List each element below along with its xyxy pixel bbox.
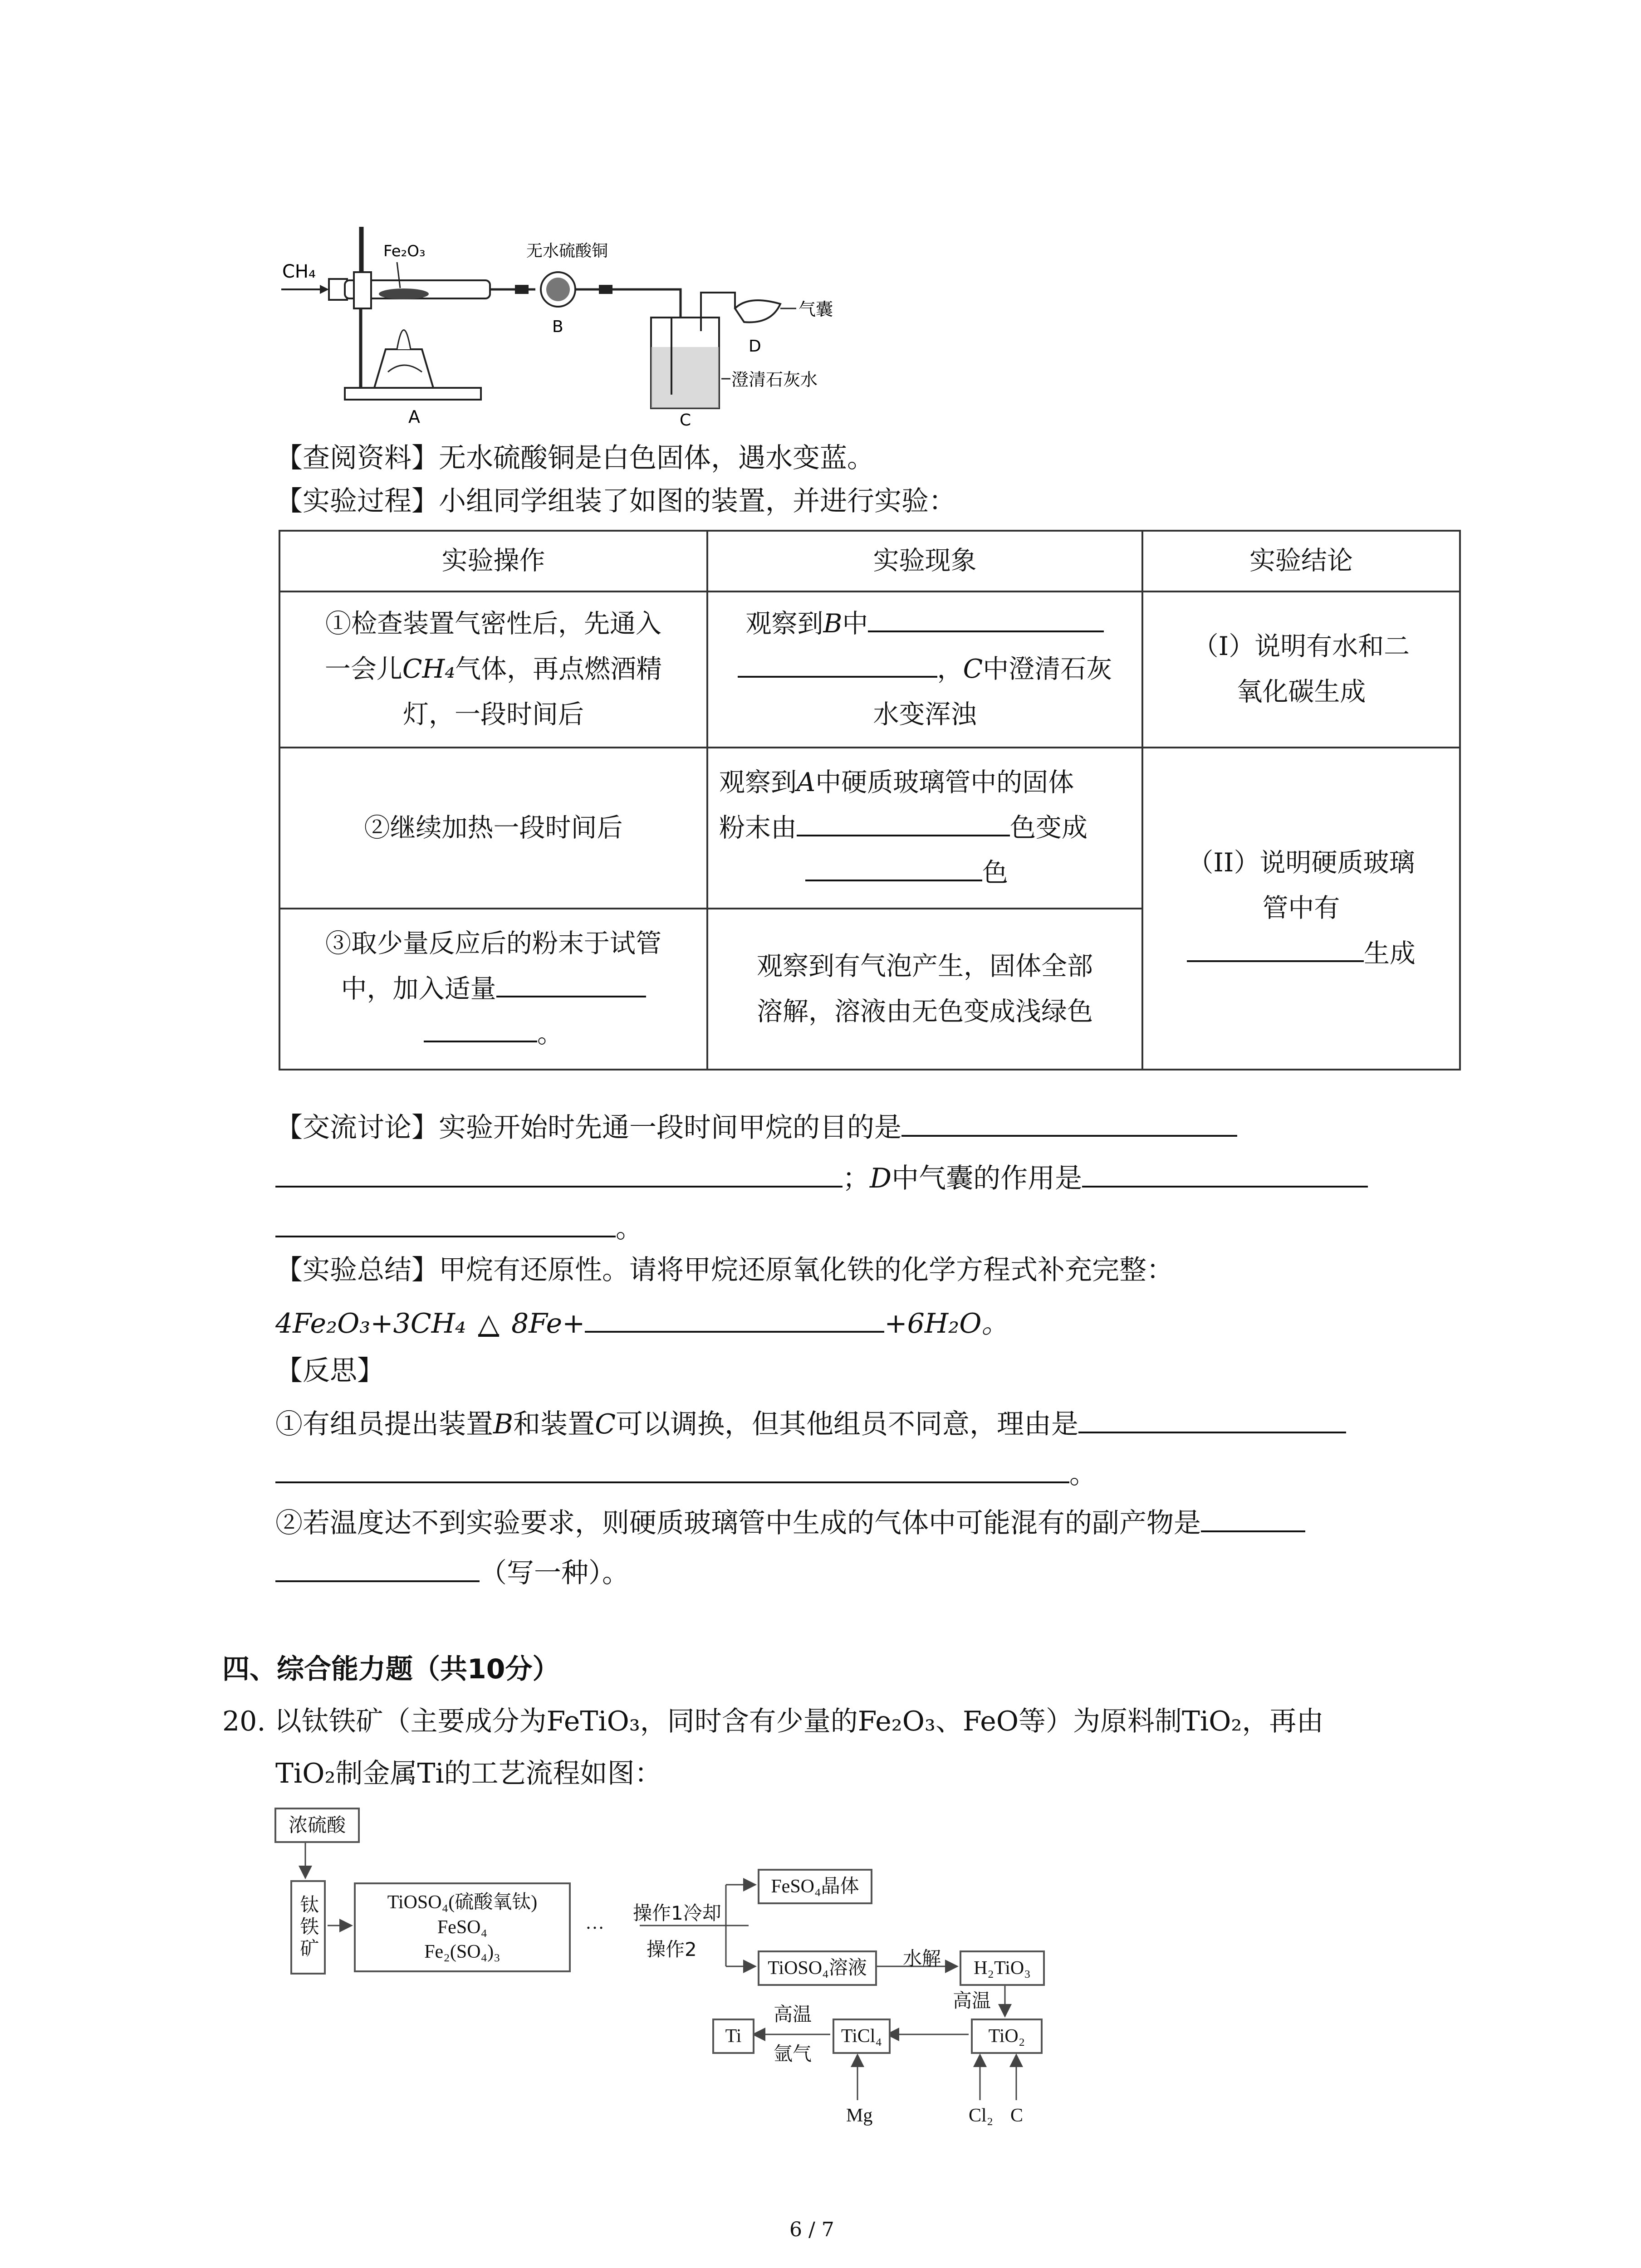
equation-tail: +6H₂O。 — [884, 1308, 1009, 1339]
flow-mix-line1: TiOSO₄(硫酸氧钛) — [387, 1892, 538, 1913]
flow-mg-label: Mg — [846, 2105, 873, 2126]
flow-c-label: C — [1010, 2105, 1024, 2126]
row2-ph-line1: 观察到A中硬质玻璃管中的固体 — [719, 767, 1074, 797]
row3-op-line3: 。 — [291, 1012, 696, 1057]
limewater-label: 澄清石灰水 — [731, 370, 818, 390]
row1-ph-line2: ，C中澄清石灰 — [719, 647, 1131, 692]
flow-hydrolysis-label: 水解 — [903, 1947, 941, 1970]
lookup-tag: 【查阅资料】 — [275, 442, 439, 474]
section-4-title: 四、综合能力题（共10分） — [222, 1653, 560, 1685]
row1-op-line1: ①检查装置气密性后，先通入 — [325, 609, 662, 639]
equation-lhs: 4Fe₂O₃+3CH₄ — [275, 1308, 466, 1339]
reflection-tag: 【反思】 — [275, 1355, 384, 1387]
flow-cl2-label: Cl₂ — [969, 2105, 994, 2126]
row1-conc-line2: 氧化碳生成 — [1236, 677, 1366, 707]
row1-conc-line1: （I）说明有水和二 — [1192, 631, 1410, 662]
flow-mix-line3: Fe₂(SO₄)₃ — [424, 1941, 500, 1963]
flow-high-temp-2: 高温 — [774, 2003, 812, 2025]
cuso4-label: 无水硫酸铜 — [526, 242, 608, 260]
lookup-text: 无水硫酸铜是白色固体，遇水变蓝。 — [439, 442, 874, 474]
flow-mixture-box — [354, 1882, 571, 1972]
header-conclusion: 实验结论 — [1142, 531, 1460, 591]
discussion-line3: 。 — [275, 1212, 643, 1242]
flow-ellipsis: … — [585, 1912, 604, 1933]
discussion-text: 实验开始时先通一段时间甲烷的目的是 — [439, 1112, 901, 1144]
flow-h2tio3-box: H₂TiO₃ — [960, 1950, 1045, 1986]
flow-ore-box: 钛铁矿 — [290, 1880, 326, 1975]
flow-high-temp-1: 高温 — [953, 1989, 991, 2012]
flow-tioso4-box: TiOSO₄溶液 — [758, 1950, 877, 1986]
row2-ph-line2: 粉末由 色变成 — [719, 806, 1131, 851]
row1-op-line3: 灯，一段时间后 — [403, 699, 584, 729]
header-phenomenon: 实验现象 — [707, 531, 1142, 591]
row3-op-line2: 中，加入适量 — [291, 967, 696, 1012]
row2-ph-line3: 色 — [719, 850, 1131, 896]
row1-op-line2: 一会儿CH₄气体，再点燃酒精 — [324, 654, 662, 684]
equation-rhs: 8Fe+ — [511, 1308, 585, 1339]
row3-ph-line2: 溶解，溶液由无色变成浅绿色 — [756, 996, 1093, 1026]
row3-op-line1: ③取少量反应后的粉末于试管 — [325, 928, 662, 958]
row23-conc-line1: （II）说明硬质玻璃 — [1187, 848, 1415, 878]
label-b: B — [552, 318, 563, 336]
flow-ti-box: Ti — [712, 2019, 754, 2054]
summary-text: 甲烷有还原性。请将甲烷还原氧化铁的化学方程式补充完整： — [439, 1254, 1174, 1286]
reflection-q2-cont: （写一种）。 — [275, 1557, 629, 1587]
reflection-q1-cont: 。 — [275, 1458, 1097, 1488]
label-a: A — [408, 407, 420, 426]
row23-conc-line2: 管中有 — [1262, 893, 1340, 924]
discussion-line2: ；D中气囊的作用是 — [275, 1162, 1368, 1192]
balloon-label: 气囊 — [798, 299, 833, 319]
reflection-q1: ①有组员提出装置B和装置C可以调换，但其他组员不同意，理由是 — [275, 1408, 1346, 1438]
fe2o3-label: Fe₂O₃ — [383, 242, 426, 260]
flow-argon-label: 氩气 — [774, 2043, 812, 2065]
label-c: C — [680, 411, 691, 426]
q20-number: 20. — [222, 1706, 266, 1737]
label-d: D — [749, 337, 761, 356]
equation-condition: △ — [478, 1308, 500, 1339]
discussion-tag: 【交流讨论】 — [275, 1112, 439, 1144]
page-number: 6 / 7 — [789, 2218, 834, 2241]
flow-feso4-box: FeSO₄晶体 — [758, 1869, 872, 1904]
q20-line2: TiO₂制金属Ti的工艺流程如图： — [275, 1758, 662, 1789]
gas-in-label: CH₄ — [282, 261, 316, 282]
row3-ph-line1: 观察到有气泡产生，固体全部 — [756, 951, 1093, 981]
flow-ticl4-box: TiCl₄ — [833, 2019, 891, 2054]
row23-conc-line3: 生成 — [1154, 931, 1448, 977]
row1-ph-line3: 水变浑浊 — [873, 699, 977, 729]
flow-acid-box: 浓硫酸 — [274, 1808, 360, 1843]
q20-line1: 20. 以钛铁矿（主要成分为FeTiO₃，同时含有少量的Fe₂O₃、FeO等）为原料制TiO₂，再由 — [222, 1706, 1324, 1737]
flow-mix-line2: FeSO₄ — [437, 1916, 488, 1938]
header-operation: 实验操作 — [279, 531, 707, 591]
process-tag: 【实验过程】 — [275, 485, 439, 517]
reflection-q2: ②若温度达不到实验要求，则硬质玻璃管中生成的气体中可能混有的副产物是 — [275, 1507, 1305, 1537]
process-text: 小组同学组装了如图的装置，并进行实验： — [439, 485, 956, 517]
summary-tag: 【实验总结】 — [275, 1254, 439, 1286]
flow-op2-label: 操作2 — [647, 1938, 697, 1960]
row1-ph-line1: 观察到B中 — [719, 601, 1131, 647]
row2-operation: ②继续加热一段时间后 — [279, 748, 707, 909]
flow-op1-label: 操作1冷却 — [633, 1902, 721, 1924]
flow-tio2-box: TiO₂ — [971, 2019, 1043, 2054]
